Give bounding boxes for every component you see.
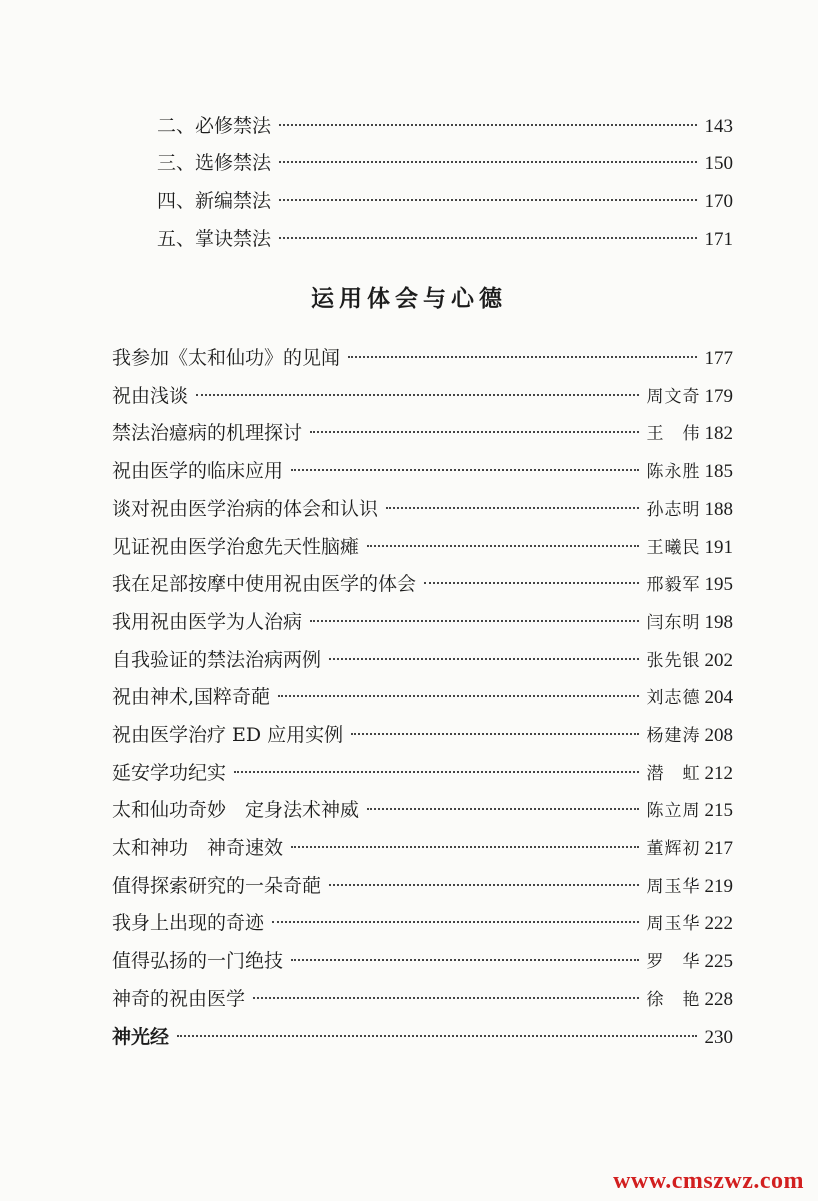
toc-entry-page: 143 [704,116,733,137]
toc-entry-page: 215 [704,800,733,821]
dot-leader [279,237,696,239]
dot-leader [253,997,638,999]
toc-entry [112,414,733,452]
toc-entry-title: 神奇的祝由医学 [112,988,246,1010]
toc-entry-title: 延安学功纪实 [112,762,227,784]
section-heading: 运用体会与心德 [311,286,507,312]
dot-leader [291,469,638,471]
toc-entry [112,452,733,490]
toc-entry-author: 陈立周 [646,801,701,821]
toc-entry-author: 罗 华 [646,952,701,972]
toc-entry-author: 陈永胜 [646,462,701,482]
dot-leader [351,733,638,735]
dot-leader [279,199,696,201]
toc-entry [112,377,733,415]
toc-entry-title: 禁法治癔病的机理探讨 [112,422,303,444]
toc-entry-page: 179 [704,386,733,407]
toc-entry-title: 三、选修禁法 [157,152,272,174]
dot-leader [272,921,638,923]
toc-entry-page: 182 [704,423,733,444]
toc-entry-author: 王 伟 [646,424,701,444]
toc-entry-page: 217 [704,838,733,859]
toc-entry-page: 222 [704,913,733,934]
toc-entry-page: 230 [704,1027,733,1048]
toc-entry-title: 二、必修禁法 [157,115,272,137]
toc-entry-author: 董辉初 [646,839,701,859]
toc-entry-page: 185 [704,461,733,482]
toc-entry [112,339,733,377]
toc-entry-page: 191 [704,537,733,558]
toc-entry-page: 212 [704,763,733,784]
toc-entry-title: 祝由浅谈 [112,385,189,407]
toc-entry-title: 见证祝由医学治愈先天性脑瘫 [112,536,360,558]
toc-entry-author: 邢毅军 [646,575,701,595]
toc-entry-title: 四、新编禁法 [157,190,272,212]
toc-entry-author: 周玉华 [646,877,701,897]
toc-entry-author: 徐 艳 [646,990,701,1010]
toc-entry-page: 150 [704,153,733,174]
toc-entry-author: 刘志德 [646,688,701,708]
toc-entry [112,829,733,867]
toc-entry [112,1018,733,1056]
toc-entry [112,565,733,603]
dot-leader [310,620,638,622]
toc-entry-page: 228 [704,989,733,1010]
toc-entry-title: 自我验证的禁法治病两例 [112,649,322,671]
toc-entry-title: 我身上出现的奇迹 [112,912,265,934]
toc-entry-title: 祝由医学治疗 ED 应用实例 [112,724,344,746]
toc-entry [112,641,733,679]
toc-entry [112,678,733,716]
toc-entry-title: 值得弘扬的一门绝技 [112,950,284,972]
dot-leader [310,431,638,433]
dot-leader [367,808,638,810]
toc-entry-author: 张先银 [646,651,701,671]
toc-entry-page: 198 [704,612,733,633]
dot-leader [177,1035,696,1037]
site-watermark: www.cmszwz.com [613,1168,804,1194]
dot-leader [291,959,638,961]
toc-entry-page: 195 [704,574,733,595]
toc-entry [112,980,733,1018]
dot-leader [329,884,638,886]
toc-entry-page: 219 [704,876,733,897]
dot-leader [279,161,696,163]
toc-entry-page: 188 [704,499,733,520]
toc-entry-author: 王曦民 [646,538,701,558]
toc-entry-title: 谈对祝由医学治病的体会和认识 [112,498,379,520]
toc-entry-author: 周文奇 [646,387,701,407]
dot-leader [386,507,638,509]
toc-entry [112,528,733,566]
toc-entry-page: 225 [704,951,733,972]
dot-leader [424,582,638,584]
toc-entry [112,754,733,792]
toc-entry [112,942,733,980]
dot-leader [279,124,696,126]
toc-entry-page: 208 [704,725,733,746]
toc-entry-title: 我用祝由医学为人治病 [112,611,303,633]
toc-entry [112,791,733,829]
toc-entry [112,716,733,754]
toc-entry [157,182,733,220]
toc-entry-page: 170 [704,191,733,212]
dot-leader [348,356,696,358]
toc-entry-author: 闫东明 [646,613,701,633]
dot-leader [291,846,638,848]
toc-entry-author: 杨建涛 [646,726,701,746]
dot-leader [367,545,638,547]
toc-entry-title: 我参加《太和仙功》的见闻 [112,347,341,369]
toc-entry-title: 我在足部按摩中使用祝由医学的体会 [112,573,417,595]
toc-entry-page: 177 [704,348,733,369]
toc-entry-page: 202 [704,650,733,671]
toc-entry-title: 值得探索研究的一朵奇葩 [112,875,322,897]
toc-entry [112,904,733,942]
toc-entry [157,144,733,182]
toc-entry-author: 周玉华 [646,914,701,934]
toc-entry [157,107,733,145]
toc-entry-page: 171 [704,229,733,250]
toc-entry [112,490,733,528]
toc-entry-page: 204 [704,687,733,708]
toc-entry-author: 孙志明 [646,500,701,520]
toc-entry-author: 潜 虹 [646,764,701,784]
dot-leader [234,771,638,773]
toc-entry-title: 太和神功 神奇速效 [112,837,284,859]
dot-leader [196,394,638,396]
toc-entry [112,867,733,905]
toc-entry [157,220,733,258]
dot-leader [278,695,638,697]
toc-entry-title: 祝由神术,国粹奇葩 [112,686,271,708]
toc-entry-title: 神光经 [112,1026,170,1048]
dot-leader [329,658,638,660]
toc-entry-title: 五、掌诀禁法 [157,228,272,250]
toc-entry [112,603,733,641]
toc-entry-title: 太和仙功奇妙 定身法术神威 [112,799,360,821]
toc-entry-title: 祝由医学的临床应用 [112,460,284,482]
